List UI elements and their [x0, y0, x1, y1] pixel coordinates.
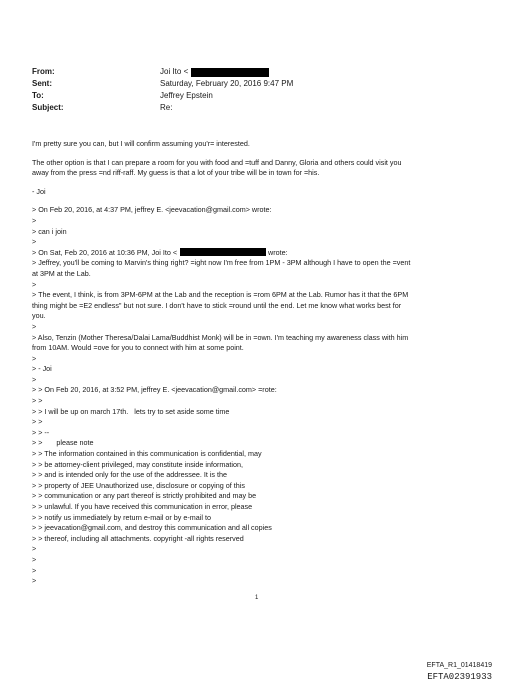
- quote-line: > On Feb 20, 2016, at 4:37 PM, jeffrey E. <jeevacation@gmail.com> wrote:: [32, 205, 272, 215]
- to-label: To:: [32, 91, 44, 100]
- quote-text: wrote:: [266, 247, 288, 257]
- quote-line: >: [32, 544, 37, 554]
- quote-line: > The event, I think, is from 3PM-6PM at the Lab and the reception is =rom 6PM at the Lab. Rumor has it that the 6PM: [32, 290, 409, 300]
- quote-line: > can i join: [32, 226, 67, 236]
- from-row: [32, 66, 293, 78]
- quote-line: you.: [32, 311, 46, 321]
- quote-line: > > jeevacation@gmail.com, and destroy this communication and all copies: [32, 523, 272, 533]
- subject-row: [32, 102, 293, 114]
- quote-line: >: [32, 237, 37, 247]
- quote-text: > On Sat, Feb 20, 2016 at 10:36 PM, Joi Ito <: [32, 247, 178, 257]
- to-value: Jeffrey Epstein: [160, 91, 213, 100]
- quote-line: > > --: [32, 427, 50, 437]
- signature: - Joi: [32, 186, 46, 196]
- quote-line: thing might be =E2 endless" but not sure. I don't have to stick =round until the end. Let me know what works best for: [32, 300, 402, 310]
- sent-label: Sent:: [32, 79, 52, 88]
- quote-line: >: [32, 353, 37, 363]
- body-line: I'm pretty sure you can, but I will confirm assuming you'r= interested.: [32, 139, 250, 148]
- quote-line: > > please note: [32, 438, 94, 448]
- quote-line: > > property of JEE Unauthorized use, disclosure or copying of this: [32, 480, 245, 490]
- quote-line: >: [32, 576, 37, 586]
- quote-line: >: [32, 279, 37, 289]
- to-row: [32, 90, 293, 102]
- email-body: [32, 139, 482, 587]
- quote-line: > > communication or any part thereof is strictly prohibited and may be: [32, 491, 257, 501]
- quote-line: > > unlawful. If you have received this communication in error, please: [32, 502, 253, 511]
- body-line: away from the press =nd riff-raff. My guess is that a lot of your tribe will be in town for =his.: [32, 168, 320, 178]
- quote-line: > > I will be up on march 17th. lets try to set aside some time: [32, 406, 230, 416]
- redaction-bar: [191, 68, 269, 77]
- quote-line: >: [32, 374, 37, 384]
- quote-line: at 3PM at the Lab.: [32, 268, 91, 278]
- bates-ref-1: EFTA_R1_01418419: [426, 662, 492, 669]
- quote-line: from 10AM. Would =ove for you to connect with him at some point.: [32, 343, 244, 353]
- body-line: The other option is that I can prepare a room for you with food and =tuff and Danny, Gloria and others could visit you: [32, 157, 402, 167]
- quote-line: > > be attorney-client privileged, may constitute inside information,: [32, 459, 243, 469]
- quote-line: > > notify us immediately by return e-mail or by e-mail to: [32, 512, 211, 522]
- quote-line: > Jeffrey, you'll be coming to Marvin's thing right? =ight now I'm free from 1PM - 3PM although I have to open the =vent: [32, 258, 411, 268]
- from-label: From:: [32, 67, 55, 76]
- quote-line: > >: [32, 396, 43, 406]
- quote-line: > > and is intended only for the use of the addressee. It is the: [32, 470, 227, 480]
- quote-line: >: [32, 321, 37, 331]
- quote-line: > - Joi: [32, 364, 52, 374]
- quote-line: >: [32, 554, 37, 564]
- subject-value: Re:: [160, 103, 173, 112]
- sent-row: [32, 78, 293, 90]
- redaction-bar: [180, 248, 266, 256]
- quote-line: [32, 248, 482, 259]
- subject-label: Subject:: [32, 103, 64, 112]
- from-value: Joi Ito <: [160, 67, 189, 76]
- bates-ref-2: EFTA02391933: [427, 672, 492, 682]
- page-number: 1: [255, 595, 259, 601]
- from-value-wrap: [160, 66, 269, 78]
- quote-line: >: [32, 215, 37, 225]
- quote-line: > > The information contained in this communication is confidential, may: [32, 449, 262, 459]
- quote-line: > >: [32, 417, 43, 427]
- quote-line: > > On Feb 20, 2016, at 3:52 PM, jeffrey E. <jeevacation@gmail.com> =rote:: [32, 385, 277, 395]
- quote-line: > > thereof, including all attachments. copyright -all rights reserved: [32, 533, 244, 543]
- email-header: [32, 66, 293, 114]
- sent-value: Saturday, February 20, 2016 9:47 PM: [160, 79, 294, 88]
- quote-line: > Also, Tenzin (Mother Theresa/Dalai Lama/Buddhist Monk) will be in =own. I'm teaching my awareness class with him: [32, 332, 409, 342]
- quote-line: >: [32, 565, 37, 575]
